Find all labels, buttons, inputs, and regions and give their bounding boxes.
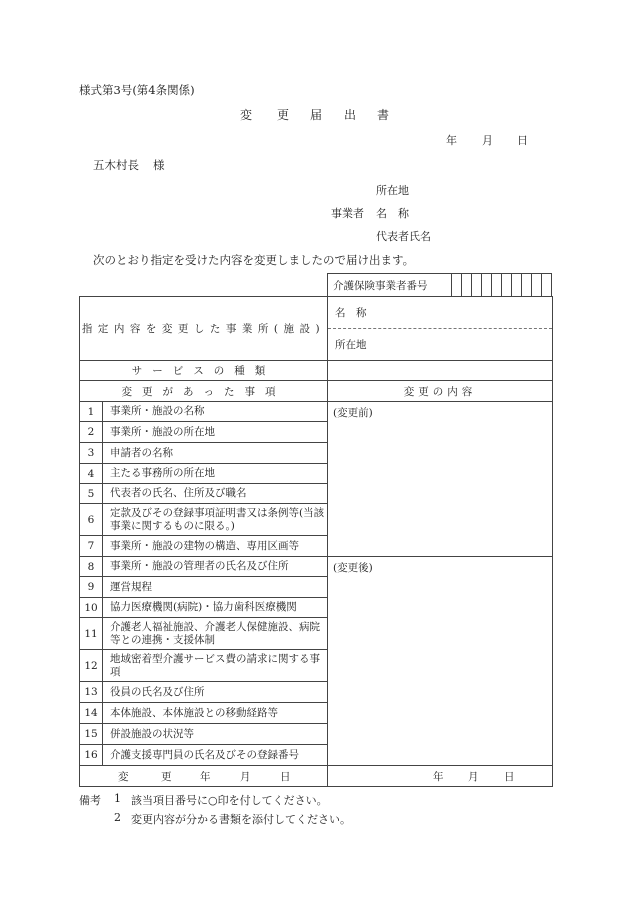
date-label-char: 更 — [161, 771, 172, 783]
change-date-label — [80, 766, 328, 787]
item-number[interactable]: 3 — [80, 443, 103, 464]
facility-location-cell[interactable] — [328, 329, 553, 361]
insurance-digit-cell[interactable] — [452, 274, 462, 297]
item-label: 事業所・施設の所在地 — [103, 422, 328, 443]
change-date-value[interactable] — [328, 766, 553, 787]
insurance-digit-cell[interactable] — [472, 274, 482, 297]
insurance-digit-cell[interactable] — [512, 274, 522, 297]
table-row — [80, 557, 553, 577]
item-label: 代表者の氏名、住所及び職名 — [103, 484, 328, 504]
item-number[interactable]: 2 — [80, 422, 103, 443]
addressee-honorific: 様 — [153, 158, 165, 172]
facility-label: 指定内容を変更した事業所(施設) — [80, 297, 328, 361]
item-label: 地域密着型介護サービス費の請求に関する事項 — [103, 650, 328, 682]
item-number[interactable]: 10 — [80, 598, 103, 618]
item-number[interactable]: 14 — [80, 703, 103, 724]
item-number[interactable]: 13 — [80, 682, 103, 703]
item-number[interactable]: 12 — [80, 650, 103, 682]
date-label-char: 日 — [280, 771, 291, 783]
item-number[interactable]: 4 — [80, 464, 103, 484]
applicant-name-label: 名 称 — [376, 207, 409, 220]
notes-label: 備考 — [79, 794, 101, 807]
item-number[interactable]: 7 — [80, 536, 103, 557]
content-header: 変更の内容 — [328, 381, 553, 402]
item-label: 介護老人福祉施設、介護老人保健施設、病院等との連携・支援体制 — [103, 618, 328, 650]
insurance-digit-cell[interactable] — [522, 274, 532, 297]
item-number[interactable]: 6 — [80, 504, 103, 536]
year-label: 年 — [446, 134, 457, 147]
item-label: 役員の氏名及び住所 — [103, 682, 328, 703]
facility-name-label: 名 称 — [335, 307, 367, 319]
item-label: 定款及びその登録事項証明書又は条例等(当該事業に関するものに限る。) — [103, 504, 328, 536]
day-label: 日 — [517, 134, 528, 147]
item-label: 事業所・施設の建物の構造、専用区画等 — [103, 536, 328, 557]
table-row — [80, 402, 553, 422]
date-label-char: 月 — [240, 771, 251, 783]
title-char: 届 — [310, 108, 323, 122]
item-number[interactable]: 8 — [80, 557, 103, 577]
applicant-group-label: 事業者 — [331, 207, 364, 220]
item-label: 申請者の名称 — [103, 443, 328, 464]
after-change-cell[interactable] — [328, 557, 553, 766]
title-char: 書 — [377, 108, 390, 122]
before-change-cell[interactable] — [328, 402, 553, 557]
service-type-label: サービスの種類 — [80, 361, 328, 381]
after-label: (変更後) — [333, 562, 373, 574]
applicant-location-label: 所在地 — [376, 184, 409, 197]
date-month: 月 — [468, 771, 479, 783]
addressee-name: 五木村長 — [93, 158, 139, 172]
insurance-number-table — [327, 273, 552, 297]
insurance-digit-cell[interactable] — [542, 274, 552, 297]
month-label: 月 — [482, 134, 493, 147]
item-number[interactable]: 5 — [80, 484, 103, 504]
date-year: 年 — [433, 771, 444, 783]
item-number[interactable]: 11 — [80, 618, 103, 650]
note-number: 2 — [114, 811, 121, 824]
items-header: 変更があった事項 — [80, 381, 328, 402]
date-label-char: 年 — [200, 771, 211, 783]
change-notification-table — [79, 296, 553, 787]
applicant-rep-label: 代表者氏名 — [376, 230, 431, 243]
item-number[interactable]: 16 — [80, 745, 103, 766]
item-number[interactable]: 15 — [80, 724, 103, 745]
title-char: 更 — [277, 108, 290, 122]
addressee — [93, 157, 165, 173]
before-label: (変更前) — [333, 407, 373, 419]
note-text: 変更内容が分かる書類を添付してください。 — [131, 813, 351, 826]
insurance-digit-cell[interactable] — [482, 274, 492, 297]
item-label: 運営規程 — [103, 577, 328, 598]
insurance-digit-cell[interactable] — [502, 274, 512, 297]
change-date-row — [80, 766, 553, 787]
item-label: 事業所・施設の管理者の氏名及び住所 — [103, 557, 328, 577]
title-char: 変 — [240, 108, 253, 122]
item-label: 主たる事務所の所在地 — [103, 464, 328, 484]
note-number: 1 — [114, 792, 121, 805]
facility-location-label: 所在地 — [335, 339, 367, 351]
item-label: 協力医療機関(病院)・協力歯科医療機関 — [103, 598, 328, 618]
date-label-char: 変 — [118, 771, 129, 783]
item-label: 本体施設、本体施設との移動経路等 — [103, 703, 328, 724]
insurance-number-label: 介護保険事業者番号 — [328, 274, 452, 297]
item-label: 併設施設の状況等 — [103, 724, 328, 745]
date-day: 日 — [504, 771, 515, 783]
insurance-digit-cell[interactable] — [532, 274, 542, 297]
service-type-value[interactable] — [328, 361, 553, 381]
item-label: 介護支援専門員の氏名及びその登録番号 — [103, 745, 328, 766]
intro-text: 次のとおり指定を受けた内容を変更しましたので届け出ます。 — [93, 253, 415, 267]
form-number: 様式第3号(第4条関係) — [79, 83, 195, 97]
insurance-digit-cell[interactable] — [462, 274, 472, 297]
title-char: 出 — [344, 108, 357, 122]
note-text: 該当項目番号に○印を付してください。 — [131, 794, 328, 807]
item-label: 事業所・施設の名称 — [103, 402, 328, 422]
insurance-digit-cell[interactable] — [492, 274, 502, 297]
facility-name-cell[interactable] — [328, 297, 553, 329]
item-number[interactable]: 1 — [80, 402, 103, 422]
item-number[interactable]: 9 — [80, 577, 103, 598]
